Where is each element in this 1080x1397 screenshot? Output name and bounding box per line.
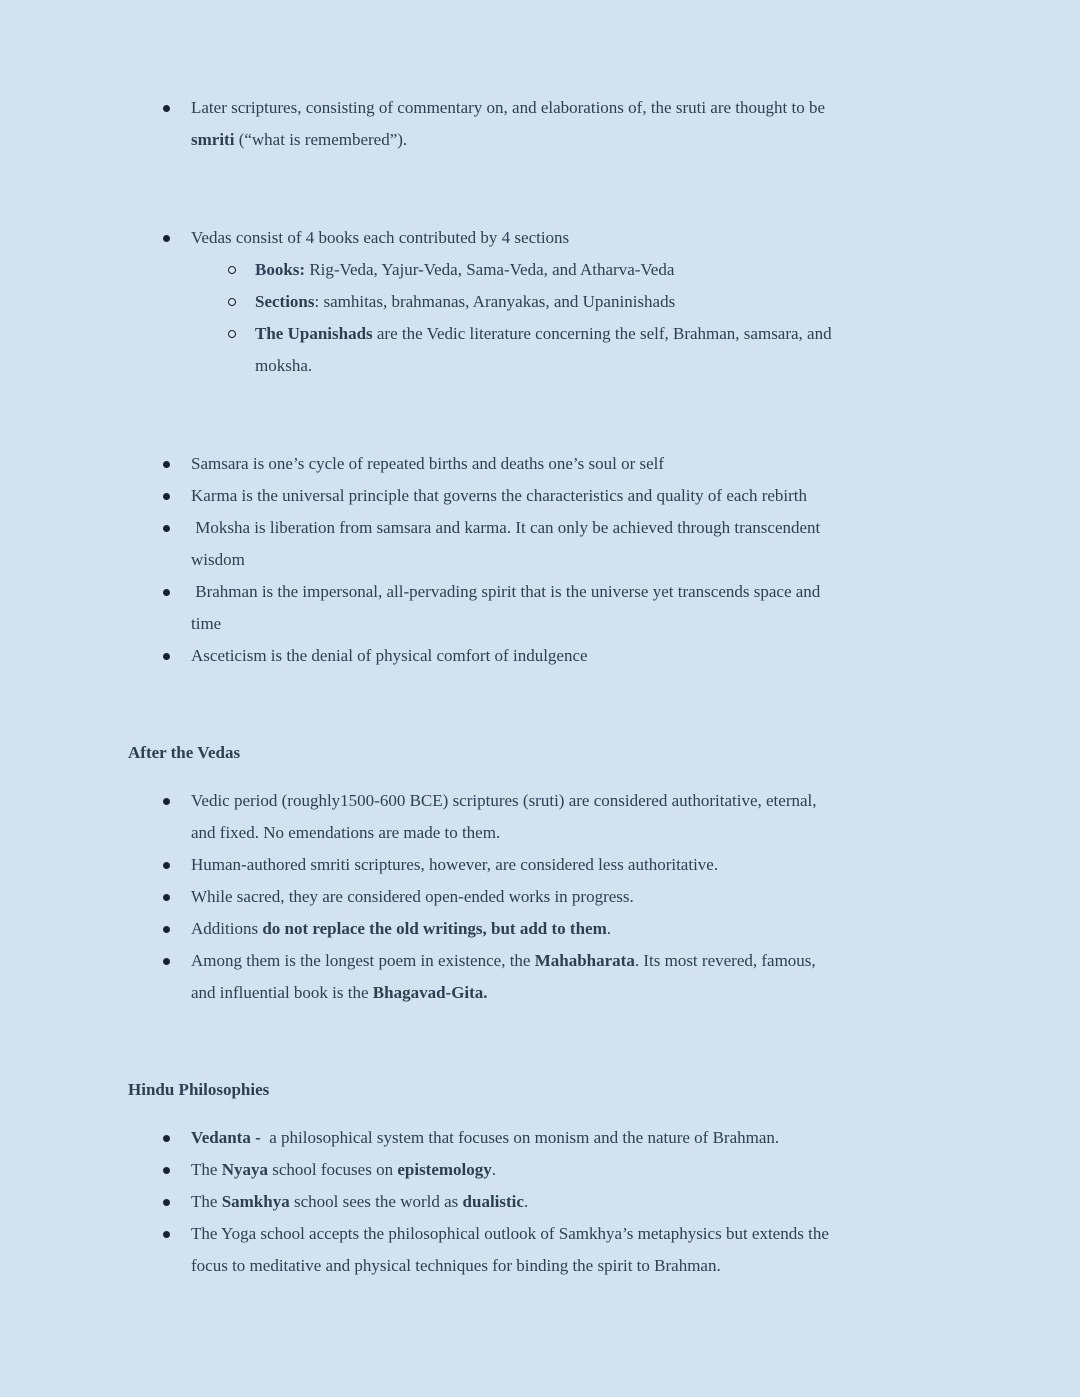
- bold-text-run: Samkhya: [221, 1192, 290, 1211]
- bullet-list: [128, 1122, 980, 1282]
- disc-bullet-icon: [163, 493, 170, 500]
- bold-text-run: Nyaya: [221, 1160, 268, 1179]
- paragraph-text: [191, 98, 825, 149]
- bullet-item: [128, 881, 980, 913]
- text-run: and influential book is the: [191, 983, 373, 1002]
- disc-bullet-icon: [163, 958, 170, 965]
- disc-bullet-icon: [163, 653, 170, 660]
- bold-text-run: Mahabharata: [534, 951, 635, 970]
- paragraph-text: [255, 292, 675, 311]
- text-run: . Its most revered, famous,: [634, 951, 816, 970]
- text-run: Samsara is one’s cycle of repeated births and deaths one’s soul or self: [191, 454, 665, 473]
- bold-text-run: The Upanishads: [255, 324, 373, 343]
- paragraph-text: [191, 646, 588, 665]
- paragraph-text: [191, 518, 820, 569]
- disc-bullet-icon: [163, 798, 170, 805]
- paragraph-text: [191, 1192, 528, 1211]
- bullet-item: [128, 1186, 980, 1218]
- paragraph-text: [255, 260, 674, 279]
- text-run: Later scriptures, consisting of commentary on, and elaborations of, the sruti are thought to be: [191, 98, 826, 117]
- text-run: The: [191, 1160, 222, 1179]
- text-run: Human-authored smriti scriptures, however, are considered less authoritative.: [191, 855, 719, 874]
- bullet-item: [128, 576, 980, 640]
- bold-text-run: smriti: [191, 130, 235, 149]
- circle-bullet-icon: [228, 266, 236, 274]
- paragraph-text: [191, 887, 634, 906]
- disc-bullet-icon: [163, 1199, 170, 1206]
- disc-bullet-icon: [163, 1135, 170, 1142]
- text-run: : samhitas, brahmanas, Aranyakas, and Upaninishads: [314, 292, 676, 311]
- text-run: .: [491, 1160, 497, 1179]
- bold-text-run: do not replace the old writings, but add to them: [262, 919, 607, 938]
- text-run: focus to meditative and physical techniques for binding the spirit to Brahman.: [191, 1256, 721, 1275]
- text-run: are the Vedic literature concerning the self, Brahman, samsara, and: [372, 324, 832, 343]
- text-run: Among them is the longest poem in existence, the: [191, 951, 535, 970]
- text-run: Moksha is liberation from samsara and karma. It can only be achieved through transcendent: [191, 518, 821, 537]
- bullet-item: [128, 222, 980, 254]
- text-run: school focuses on: [267, 1160, 398, 1179]
- text-run: moksha.: [255, 356, 313, 375]
- bullet-item: [128, 640, 980, 672]
- sub-bullet-item: [128, 286, 980, 318]
- text-run: school sees the world as: [289, 1192, 463, 1211]
- text-run: Rig-Veda, Yajur-Veda, Sama-Veda, and Atharva-Veda: [305, 260, 675, 279]
- disc-bullet-icon: [163, 235, 170, 242]
- disc-bullet-icon: [163, 1231, 170, 1238]
- text-run: Vedas consist of 4 books each contributed by 4 sections: [191, 228, 570, 247]
- bold-text-run: Books:: [255, 260, 306, 279]
- text-run: The: [191, 1192, 222, 1211]
- disc-bullet-icon: [163, 589, 170, 596]
- bullet-item: [128, 512, 980, 576]
- paragraph-text: [191, 855, 718, 874]
- disc-bullet-icon: [163, 926, 170, 933]
- text-run: .: [606, 919, 611, 938]
- disc-bullet-icon: [163, 525, 170, 532]
- paragraph-text: [191, 951, 816, 1002]
- text-run: While sacred, they are considered open-ended works in progress.: [191, 887, 634, 906]
- bullet-item: [128, 945, 980, 1009]
- bullet-item: [128, 1122, 980, 1154]
- text-run: time: [191, 614, 222, 633]
- paragraph-text: [191, 454, 664, 473]
- bullet-item: [128, 1154, 980, 1186]
- text-run: Asceticism is the denial of physical comfort of indulgence: [191, 646, 588, 665]
- bullet-item: [128, 849, 980, 881]
- paragraph-text: [191, 1128, 779, 1147]
- text-run: and fixed. No emendations are made to them.: [191, 823, 501, 842]
- disc-bullet-icon: [163, 1167, 170, 1174]
- disc-bullet-icon: [163, 862, 170, 869]
- paragraph-text: [191, 486, 807, 505]
- bold-text-run: dualistic: [462, 1192, 524, 1211]
- section-heading: After the Vedas: [128, 743, 241, 762]
- bullet-item: [128, 92, 980, 156]
- text-run: Additions: [191, 919, 263, 938]
- paragraph-text: [191, 1160, 496, 1179]
- bold-text-run: epistemology: [397, 1160, 492, 1179]
- text-run: wisdom: [191, 550, 245, 569]
- bullet-list: [128, 448, 980, 672]
- sub-bullet-item: [128, 254, 980, 286]
- text-run: Karma is the universal principle that governs the characteristics and quality of each rebirth: [191, 486, 808, 505]
- disc-bullet-icon: [163, 105, 170, 112]
- bullet-item: [128, 913, 980, 945]
- text-run: a philosophical system that focuses on monism and the nature of Brahman.: [260, 1128, 780, 1147]
- text-run: Brahman is the impersonal, all-pervading spirit that is the universe yet transcends space and: [191, 582, 821, 601]
- disc-bullet-icon: [163, 461, 170, 468]
- paragraph-text: [191, 1224, 829, 1275]
- bold-text-run: Bhagavad-Gita.: [372, 983, 488, 1002]
- bold-text-run: Sections: [255, 292, 315, 311]
- circle-bullet-icon: [228, 330, 236, 338]
- bold-text-run: Vedanta -: [191, 1128, 261, 1147]
- bullet-item: [128, 1218, 980, 1282]
- bullet-item: [128, 785, 980, 849]
- bullet-item: [128, 448, 980, 480]
- text-run: Vedic period (roughly1500-600 BCE) scriptures (sruti) are considered authoritative, eternal,: [191, 791, 817, 810]
- paragraph-text: [255, 324, 832, 375]
- circle-bullet-icon: [228, 298, 236, 306]
- text-run: The Yoga school accepts the philosophical outlook of Samkhya’s metaphysics but extends the: [191, 1224, 829, 1243]
- document-content: [128, 92, 980, 1282]
- bullet-item: [128, 480, 980, 512]
- sub-bullet-item: [128, 318, 980, 382]
- text-run: (“what is remembered”).: [234, 130, 408, 149]
- paragraph-text: [191, 791, 817, 842]
- bullet-list: [128, 92, 980, 156]
- text-run: .: [523, 1192, 529, 1211]
- paragraph-text: [191, 919, 611, 938]
- section-heading: Hindu Philosophies: [128, 1080, 270, 1099]
- paragraph-text: [191, 228, 569, 247]
- bullet-list: [128, 222, 980, 382]
- bullet-list: [128, 785, 980, 1009]
- disc-bullet-icon: [163, 894, 170, 901]
- paragraph-text: [191, 582, 820, 633]
